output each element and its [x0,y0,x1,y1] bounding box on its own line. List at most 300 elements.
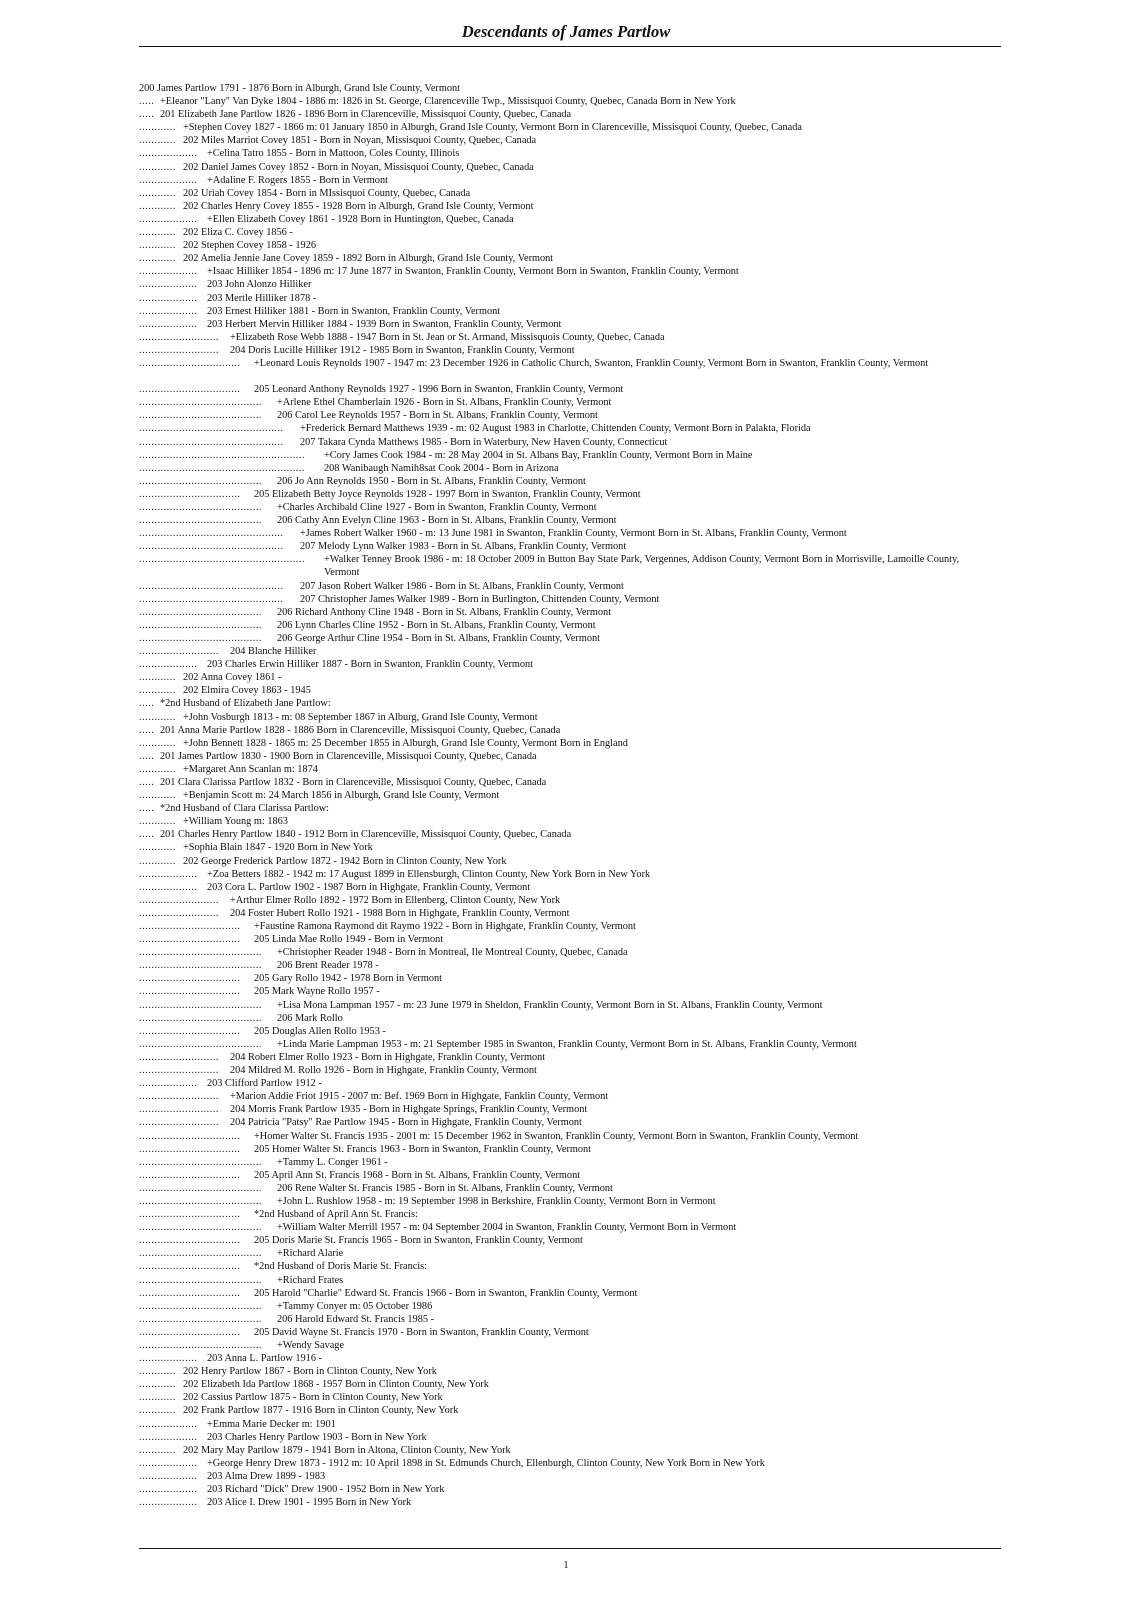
entry-text: 203 Cora L. Partlow 1902 - 1987 Born in Highgate, Franklin County, Vermont [207,881,531,893]
entry-text: 204 Foster Hubert Rollo 1921 - 1988 Born in Highgate, Franklin County, Vermont [230,907,570,919]
leader-dots: ................................. [139,384,241,396]
list-item [139,868,1001,881]
leader-dots: ................................. [139,973,241,985]
list-item [139,1169,1001,1182]
list-item [139,1182,1001,1195]
list-item [139,1038,1001,1051]
list-item [139,1064,1001,1077]
entry-text: +Homer Walter St. Francis 1935 - 2001 m: 15 December 1962 in Swanton, Franklin County, Vermont Born in Swanton, Franklin County, Vermont [254,1130,859,1142]
leader-dots: ........................................ [139,515,262,527]
entry-text: 204 Robert Elmer Rollo 1923 - Born in Highgate, Franklin County, Vermont [230,1051,546,1063]
list-item [139,527,1001,540]
entry-text: +Margaret Ann Scanlan m: 1874 [183,763,318,775]
list-item [139,252,1001,265]
entry-text: 202 Charles Henry Covey 1855 - 1928 Born in Alburgh, Grand Isle County, Vermont [183,200,534,212]
list-item [139,409,1001,422]
entry-text: 203 Mertle Hilliker 1878 - [207,292,317,304]
leader-dots: ............ [139,1405,176,1417]
list-item [139,292,1001,305]
entry-text: +Benjamin Scott m: 24 March 1856 in Alburgh, Grand Isle County, Vermont [183,790,500,802]
leader-dots: ................... [139,1484,198,1496]
list-item [139,881,1001,894]
leader-dots: ................................. [139,488,241,500]
leader-dots: ........................................ [139,1248,262,1260]
entry-text: 208 Wanibaugh Namih8sat Cook 2004 - Born in Arizona [324,462,559,474]
entry-text: 201 Clara Clarissa Partlow 1832 - Born in Clarenceville, Missisquoi County, Quebec, Canada [160,776,547,788]
list-item [139,828,1001,841]
list-item [139,1077,1001,1090]
leader-dots: ............ [139,816,176,828]
list-item [139,1274,1001,1287]
descendant-list [139,82,1001,1509]
list-item [139,750,1001,763]
list-item [139,1404,1001,1417]
entry-text: *2nd Husband of Doris Marie St. Francis: [254,1261,428,1273]
entry-text: +Isaac Hilliker 1854 - 1896 m: 17 June 1877 in Swanton, Franklin County, Vermont Born in Swanton, Franklin County, Vermont [207,266,739,278]
entry-text: 205 Mark Wayne Rollo 1957 - [254,986,380,998]
entry-text: 207 Takara Cynda Matthews 1985 - Born in Waterbury, New Haven County, Connecticut [300,436,668,448]
leader-dots: ................... [139,148,198,160]
entry-text: 203 Ernest Hilliker 1881 - Born in Swanton, Franklin County, Vermont [207,305,501,317]
list-item [139,121,1001,134]
leader-dots: ........................................ [139,397,262,409]
leader-dots: .......................... [139,1091,219,1103]
entry-text: +Frederick Bernard Matthews 1939 - m: 02 August 1983 in Charlotte, Chittenden County, Vermont Born in Palakta, Florida [300,423,811,435]
entry-text: +Tammy Conyer m: 05 October 1986 [277,1300,433,1312]
list-item [139,1090,1001,1103]
entry-text: 204 Mildred M. Rollo 1926 - Born in Highgate, Franklin County, Vermont [230,1065,537,1077]
entry-text: 205 Douglas Allen Rollo 1953 - [254,1025,386,1037]
leader-dots: ............ [139,763,176,775]
list-item [139,999,1001,1012]
leader-dots: ........................................ [139,1156,262,1168]
entry-text: 205 April Ann St. Francis 1968 - Born in St. Albans, Franklin County, Vermont [254,1169,581,1181]
entry-text: 202 George Frederick Partlow 1872 - 1942 Born in Clinton County, New York [183,855,507,867]
list-item [139,1300,1001,1313]
list-item [139,514,1001,527]
list-item [139,946,1001,959]
leader-dots: ........................................ [139,960,262,972]
entry-text: 200 James Partlow 1791 - 1876 Born in Alburgh, Grand Isle County, Vermont [139,83,460,94]
leader-dots: ........................................ [139,1222,262,1234]
leader-dots: ............ [139,685,176,697]
list-item [139,1339,1001,1352]
leader-dots: ................... [139,305,198,317]
entry-text: 207 Jason Robert Walker 1986 - Born in St. Albans, Franklin County, Vermont [300,580,624,592]
list-item [139,972,1001,985]
list-item [139,580,1001,593]
leader-dots: ................... [139,266,198,278]
leader-dots: ................................. [139,1261,241,1273]
entry-text: +Emma Marie Decker m: 1901 [207,1418,336,1430]
leader-dots: .......................... [139,646,219,658]
list-item [139,449,1001,462]
leader-dots: ............ [139,161,176,173]
list-item [139,855,1001,868]
entry-text: 202 Elmira Covey 1863 - 1945 [183,685,311,697]
entry-text: 205 Leonard Anthony Reynolds 1927 - 1996 Born in Swanton, Franklin County, Vermont [254,384,624,396]
entry-text: +James Robert Walker 1960 - m: 13 June 1981 in Swanton, Franklin County, Vermont Born in St. Albans, Franklin County, Vermont [300,528,847,540]
entry-text: +Celina Tatro 1855 - Born in Mattoon, Coles County, Illinois [207,148,460,160]
list-item [139,540,1001,553]
entry-text: 203 Alma Drew 1899 - 1983 [207,1470,326,1482]
list-item [139,1247,1001,1260]
leader-dots: ................... [139,174,198,186]
entry-text: 207 Melody Lynn Walker 1983 - Born in St. Albans, Franklin County, Vermont [300,541,627,553]
list-item [139,82,1001,95]
leader-dots: ................................. [139,1287,241,1299]
list-item [139,920,1001,933]
list-item [139,1012,1001,1025]
entry-text: +Richard Alarie [277,1248,344,1260]
entry-text: *2nd Husband of April Ann St. Francis: [254,1209,418,1221]
leader-dots: .......................... [139,1065,219,1077]
leader-dots: ................................. [139,1209,241,1221]
entry-text: +Adaline F. Rogers 1855 - Born in Vermont [207,174,388,186]
entry-text: +John Vosburgh 1813 - m: 08 September 1867 in Alburg, Grand Isle County, Vermont [183,711,538,723]
leader-dots: ............ [139,711,176,723]
entry-text: 203 Charles Henry Partlow 1903 - Born in New York [207,1431,427,1443]
entry-text: 201 Charles Henry Partlow 1840 - 1912 Born in Clarenceville, Missisquoi County, Quebec, Canada [160,829,572,841]
entry-text: +Arlene Ethel Chamberlain 1926 - Born in St. Albans, Franklin County, Vermont [277,397,612,409]
leader-dots: .......................... [139,1051,219,1063]
leader-dots: ............ [139,122,176,134]
entry-text: 204 Patricia "Patsy" Rae Partlow 1945 - Born in Highgate, Franklin County, Vermont [230,1117,582,1129]
leader-dots: ................................. [139,921,241,932]
list-item [139,239,1001,252]
list-item [139,1326,1001,1339]
entry-text: 205 Homer Walter St. Francis 1963 - Born in Swanton, Franklin County, Vermont [254,1143,592,1155]
entry-text: 205 Harold "Charlie" Edward St. Francis 1966 - Born in Swanton, Franklin County, Vermont [254,1287,638,1299]
leader-dots: ................... [139,881,198,893]
leader-dots: ..... [139,750,154,762]
leader-dots: ..... [139,109,154,121]
list-item [139,108,1001,121]
leader-dots: ..... [139,776,154,788]
leader-dots: ................... [139,1470,198,1482]
leader-dots: ............ [139,253,176,265]
list-item [139,331,1001,344]
top-rule [139,46,1001,47]
leader-dots: ..... [139,96,154,108]
entry-text: 203 Alice I. Drew 1901 - 1995 Born in New York [207,1497,412,1509]
entry-text: 206 Brent Reader 1978 - [277,960,379,972]
entry-text: 202 Eliza C. Covey 1856 - [183,227,293,239]
leader-dots: ............................................... [139,423,284,435]
list-item [139,1208,1001,1221]
entry-text: +Charles Archibald Cline 1927 - Born in Swanton, Franklin County, Vermont [277,502,597,513]
entry-text: *2nd Husband of Clara Clarissa Partlow: [160,803,330,815]
entry-text: 201 Elizabeth Jane Partlow 1826 - 1896 Born in Clarenceville, Missisquoi County, Quebec, Canada [160,109,572,121]
leader-dots: ..... [139,803,154,815]
list-item [139,815,1001,828]
leader-dots: ................................. [139,1025,241,1037]
leader-dots: ................................. [139,1169,241,1181]
leader-dots: ........................................ [139,502,262,513]
entry-text: +Leonard Louis Reynolds 1907 - 1947 m: 23 December 1926 in Catholic Church, Swanton, Franklin County, Vermont Born in Swanton, Franklin County, Vermont [254,357,929,369]
entry-text: 205 Elizabeth Betty Joyce Reynolds 1928 - 1997 Born in Swanton, Franklin County, Vermont [254,488,641,500]
leader-dots: ............................................... [139,593,284,605]
list-item [139,383,1001,396]
entry-text: +Elizabeth Rose Webb 1888 - 1947 Born in St. Jean or St. Armand, Missisquois County, Quebec, Canada [230,331,665,343]
leader-dots: ............................................... [139,436,284,448]
leader-dots: ...................................................... [139,554,306,566]
entry-text: 206 Harold Edward St. Francis 1985 - [277,1313,435,1325]
entry-text: 202 Stephen Covey 1858 - 1926 [183,240,316,252]
entry-text: 203 John Alonzo Hilliker [207,279,312,291]
leader-dots: ........................................ [139,606,262,618]
list-item [139,318,1001,331]
list-item [139,933,1001,946]
leader-dots: ..... [139,698,154,710]
list-item [139,161,1001,174]
list-item [139,357,1001,383]
leader-dots: ................... [139,1431,198,1443]
entry-text: 202 Frank Partlow 1877 - 1916 Born in Clinton County, New York [183,1405,459,1417]
leader-dots: ................... [139,1497,198,1509]
list-item [139,305,1001,318]
entry-text: 202 Daniel James Covey 1852 - Born in Noyan, Missisquoi County, Quebec, Canada [183,161,534,173]
list-item [139,1470,1001,1483]
entry-text: +John Bennett 1828 - 1865 m: 25 December 1855 in Alburgh, Grand Isle County, Vermont Born in England [183,737,628,749]
leader-dots: ................................. [139,1130,241,1142]
list-item [139,475,1001,488]
entry-text: 202 Uriah Covey 1854 - Born in MIssisquoi County, Quebec, Canada [183,187,471,199]
leader-dots: ............ [139,135,176,147]
list-item [139,1287,1001,1300]
list-item [139,1195,1001,1208]
entry-text: +George Henry Drew 1873 - 1912 m: 10 April 1898 in St. Edmunds Church, Ellenburgh, Clinton County, New York Born in New York [207,1457,765,1469]
leader-dots: ............ [139,1444,176,1456]
leader-dots: ................... [139,213,198,225]
list-item [139,645,1001,658]
entry-text: 202 Miles Marriot Covey 1851 - Born in Noyan, Missisquoi County, Quebec, Canada [183,135,537,147]
entry-text: 204 Blanche Hilliker [230,646,317,658]
list-item [139,501,1001,514]
leader-dots: ............ [139,240,176,252]
leader-dots: ........................................ [139,1300,262,1312]
entry-text: +John L. Rushlow 1958 - m: 19 September 1998 in Berkshire, Franklin County, Vermont Born in Vermont [277,1195,716,1207]
list-item [139,265,1001,278]
leader-dots: ..... [139,829,154,841]
list-item [139,1352,1001,1365]
entry-text: 202 Cassius Partlow 1875 - Born in Clinton County, New York [183,1392,443,1404]
list-item [139,1418,1001,1431]
leader-dots: ............ [139,1379,176,1391]
entry-text: 202 Mary May Partlow 1879 - 1941 Born in Altona, Clinton County, New York [183,1444,511,1456]
leader-dots: ................... [139,868,198,880]
page-number: 1 [563,1560,569,1571]
list-item [139,1234,1001,1247]
list-item [139,985,1001,998]
list-item [139,894,1001,907]
leader-dots: ........................................ [139,947,262,959]
leader-dots: ................................. [139,986,241,998]
leader-dots: ...................................................... [139,462,306,474]
list-item [139,1260,1001,1273]
entry-text: +Eleanor "Lany" Van Dyke 1804 - 1886 m: 1826 in St. George, Clarenceville Twp., Missisquoi County, Quebec, Canada Born in New York [160,96,736,108]
entry-text: +Tammy L. Conger 1961 - [277,1156,388,1168]
list-item [139,1496,1001,1509]
leader-dots: ........................................ [139,1182,262,1194]
leader-dots: ..... [139,724,154,736]
leader-dots: ........................................ [139,999,262,1011]
entry-text: 202 Henry Partlow 1867 - Born in Clinton County, New York [183,1366,437,1378]
list-item [139,1130,1001,1143]
list-item [139,1391,1001,1404]
list-item [139,1025,1001,1038]
bottom-rule [139,1548,1001,1549]
list-item [139,593,1001,606]
entry-text: +Ellen Elizabeth Covey 1861 - 1928 Born in Huntington, Quebec, Canada [207,213,514,225]
list-item [139,789,1001,802]
leader-dots: ............................................... [139,580,284,592]
list-item [139,684,1001,697]
leader-dots: ............................................... [139,528,284,540]
list-item [139,1143,1001,1156]
entry-text: +Sophia Blain 1847 - 1920 Born in New York [183,842,373,854]
list-item [139,553,1001,579]
leader-dots: ........................................ [139,619,262,631]
leader-dots: .......................... [139,1117,219,1129]
list-item [139,697,1001,710]
list-item [139,802,1001,815]
leader-dots: ........................................ [139,1012,262,1024]
entry-text: 203 Charles Erwin Hilliker 1887 - Born in Swanton, Franklin County, Vermont [207,659,534,671]
leader-dots: ........................................ [139,1340,262,1351]
entry-text: 206 Cathy Ann Evelyn Cline 1963 - Born in St. Albans, Franklin County, Vermont [277,515,617,527]
list-item [139,1378,1001,1391]
list-item [139,462,1001,475]
leader-dots: .......................... [139,907,219,919]
leader-dots: ............ [139,227,176,239]
leader-dots: ............................................... [139,541,284,553]
list-item [139,841,1001,854]
list-item [139,134,1001,147]
leader-dots: .......................... [139,894,219,906]
entry-text: 205 Linda Mae Rollo 1949 - Born in Vermont [254,934,444,946]
entry-text: 203 Anna L. Partlow 1916 - [207,1353,322,1365]
list-item [139,671,1001,684]
list-item [139,1156,1001,1169]
list-item [139,1221,1001,1234]
leader-dots: .......................... [139,331,219,343]
list-item [139,1313,1001,1326]
list-item [139,147,1001,160]
list-item [139,396,1001,409]
list-item [139,632,1001,645]
leader-dots: ................... [139,659,198,671]
list-item [139,200,1001,213]
leader-dots: ................... [139,318,198,330]
entry-text: 203 Herbert Mervin Hilliker 1884 - 1939 Born in Swanton, Franklin County, Vermont [207,318,562,330]
list-item [139,95,1001,108]
leader-dots: ................................. [139,1235,241,1247]
entry-text: 205 Gary Rollo 1942 - 1978 Born in Vermont [254,973,443,985]
entry-text: 207 Christopher James Walker 1989 - Born in Burlington, Chittenden County, Vermont [300,593,660,605]
list-item [139,907,1001,920]
entry-text: 202 Amelia Jennie Jane Covey 1859 - 1892 Born in Alburgh, Grand Isle County, Vermont [183,253,554,265]
entry-text: 203 Richard "Dick" Drew 1900 - 1952 Born in New York [207,1484,445,1496]
entry-text: 206 Lynn Charles Cline 1952 - Born in St. Albans, Franklin County, Vermont [277,619,596,631]
leader-dots: ........................................ [139,1313,262,1325]
list-item [139,1483,1001,1496]
leader-dots: ................... [139,1078,198,1090]
list-item [139,658,1001,671]
leader-dots: ................... [139,292,198,304]
list-item [139,1116,1001,1129]
leader-dots: ........................................ [139,1038,262,1050]
entry-text: +Richard Frates [277,1274,344,1286]
list-item [139,606,1001,619]
list-item [139,278,1001,291]
entry-text: 203 Clifford Partlow 1912 - [207,1078,322,1090]
list-item [139,422,1001,435]
leader-dots: ........................................ [139,632,262,644]
list-item [139,619,1001,632]
entry-text: 206 Mark Rollo [277,1012,343,1024]
list-item [139,737,1001,750]
list-item [139,488,1001,501]
list-item [139,1103,1001,1116]
entry-text: 206 Carol Lee Reynolds 1957 - Born in St. Albans, Franklin County, Vermont [277,410,598,422]
entry-text: 202 Anna Covey 1861 - [183,672,282,684]
entry-text: *2nd Husband of Elizabeth Jane Partlow: [160,698,331,710]
entry-text: 206 Richard Anthony Cline 1948 - Born in St. Albans, Franklin County, Vermont [277,606,612,618]
entry-text: +Linda Marie Lampman 1953 - m: 21 September 1985 in Swanton, Franklin County, Vermont Born in St. Albans, Franklin County, Vermont [277,1038,857,1050]
leader-dots: ................................. [139,357,241,369]
leader-dots: ................... [139,1353,198,1365]
entry-text: 206 George Arthur Cline 1954 - Born in St. Albans, Franklin County, Vermont [277,632,601,644]
leader-dots: ............ [139,672,176,684]
list-item [139,1431,1001,1444]
list-item [139,724,1001,737]
list-item [139,763,1001,776]
leader-dots: ............ [139,855,176,867]
entry-text: 201 Anna Marie Partlow 1828 - 1886 Born in Clarenceville, Missisquoi County, Quebec, Canada [160,724,561,736]
entry-text: 205 David Wayne St. Francis 1970 - Born in Swanton, Franklin County, Vermont [254,1326,589,1338]
entry-text: +Wendy Savage [277,1340,345,1351]
entry-text: 205 Doris Marie St. Francis 1965 - Born in Swanton, Franklin County, Vermont [254,1235,583,1247]
entry-text: 206 Jo Ann Reynolds 1950 - Born in St. Albans, Franklin County, Vermont [277,475,586,487]
leader-dots: ................................. [139,934,241,946]
leader-dots: ............ [139,200,176,212]
entry-text: +Cory James Cook 1984 - m: 28 May 2004 in St. Albans Bay, Franklin County, Vermont Born in Maine [324,449,753,461]
list-item [139,1444,1001,1457]
leader-dots: ............ [139,790,176,802]
leader-dots: ...................................................... [139,449,306,461]
leader-dots: ........................................ [139,1195,262,1207]
list-item [139,1051,1001,1064]
entry-text: 206 Rene Walter St. Francis 1985 - Born in St. Albans, Franklin County, Vermont [277,1182,613,1194]
leader-dots: ................... [139,279,198,291]
leader-dots: ............ [139,1366,176,1378]
list-item [139,187,1001,200]
leader-dots: .......................... [139,344,219,356]
list-item [139,436,1001,449]
list-item [139,959,1001,972]
list-item [139,344,1001,357]
entry-text: +Lisa Mona Lampman 1957 - m: 23 June 1979 in Sheldon, Franklin County, Vermont Born in St. Albans, Franklin County, Vermont [277,999,823,1011]
leader-dots: ............ [139,187,176,199]
list-item [139,174,1001,187]
entry-text: +William Walter Merrill 1957 - m: 04 September 2004 in Swanton, Franklin County, Vermont Born in Vermont [277,1222,737,1234]
list-item [139,213,1001,226]
list-item [139,226,1001,239]
leader-dots: ................... [139,1418,198,1430]
leader-dots: ............ [139,1392,176,1404]
list-item [139,711,1001,724]
